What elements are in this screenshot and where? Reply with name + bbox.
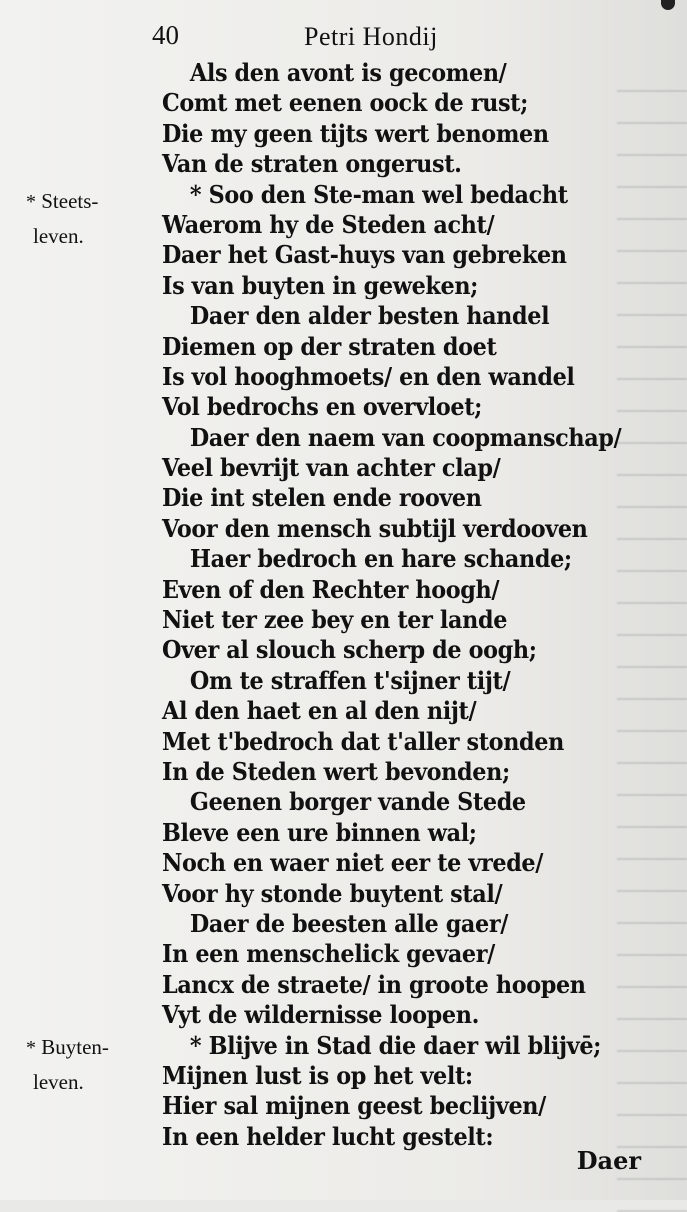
verse-line: Van de straten ongerust. [162,149,462,179]
margin-note-line: Steets- [41,189,99,213]
verse-line: Om te straffen t'sijner tijt/ [189,665,511,695]
verse-line: Voor den mensch subtijl verdooven [162,513,588,543]
catchword: Daer [576,1146,641,1175]
verse-line: Daer het Gast-huys van gebreken [162,240,567,270]
verse-line: Even of den Rechter hoogh/ [162,574,500,604]
verse-line: Met t'bedroch dat t'aller stonden [162,726,564,756]
verse-line: Haer bedroch en hare schande; [189,544,572,574]
verse-line: In de Steden wert bevonden; [162,756,510,786]
verse-line: Veel bevrijt van achter clap/ [162,453,501,483]
margin-note-buyten-leven [26,1030,109,1099]
verse-line: Daer den naem van coopmanschap/ [189,422,622,452]
verse-line: Comt met eenen oock de rust; [162,88,528,118]
verse-line: Daer den alder besten handel [189,301,550,331]
verse-line: Niet ter zee bey en ter lande [162,605,508,635]
running-title: Petri Hondij [304,22,438,51]
verse-line: * Blijve in Stad die daer wil blijvē; [189,1030,602,1060]
margin-note-line: leven. [33,1070,84,1094]
verse-line: Als den avont is gecomen/ [189,58,507,87]
verse-line: Die int stelen ende rooven [162,483,482,513]
margin-note-line: Buyten- [41,1035,109,1059]
verse-line: Mijnen lust is op het velt: [162,1060,473,1090]
asterisk-mark: * [26,1037,36,1059]
page-header [0,20,687,56]
asterisk-mark: * [26,191,36,213]
verse-line: In een helder lucht gestelt: [162,1121,494,1151]
page-edge-mark [661,0,675,10]
verse-line: Over al slouch scherp de oogh; [162,635,537,665]
verse-line: Lancx de straete/ in groote hoopen [162,969,586,999]
verse-line: Vyt de wildernisse loopen. [162,1000,479,1030]
verse-block [162,58,662,1152]
verse-line: * Soo den Ste-man wel bedacht [189,179,568,209]
verse-line: Al den haet en al den nijt/ [162,696,477,726]
verse-line: Diemen op der straten doet [162,331,497,361]
verse-line: Die my geen tijts wert benomen [162,118,549,148]
verse-line: Is van buyten in geweken; [162,270,479,300]
margin-note-line: leven. [33,224,84,248]
verse-line: Daer de beesten alle gaer/ [189,908,509,938]
page-number: 40 [152,20,179,50]
margin-note-steets-leven [26,184,98,253]
verse-line: Is vol hooghmoets/ en den wandel [162,361,575,391]
verse-line: Bleve een ure binnen wal; [162,817,477,847]
verse-line: In een menschelick gevaer/ [162,939,495,969]
verse-line: Waerom hy de Steden acht/ [162,209,495,239]
verse-line: Voor hy stonde buytent stal/ [162,878,503,908]
verse-line: Hier sal mijnen geest beclijven/ [162,1091,546,1121]
verse-line: Geenen borger vande Stede [189,787,526,817]
verse-line: Noch en waer niet eer te vrede/ [162,848,544,878]
verse-line: Vol bedrochs en overvloet; [162,392,483,422]
